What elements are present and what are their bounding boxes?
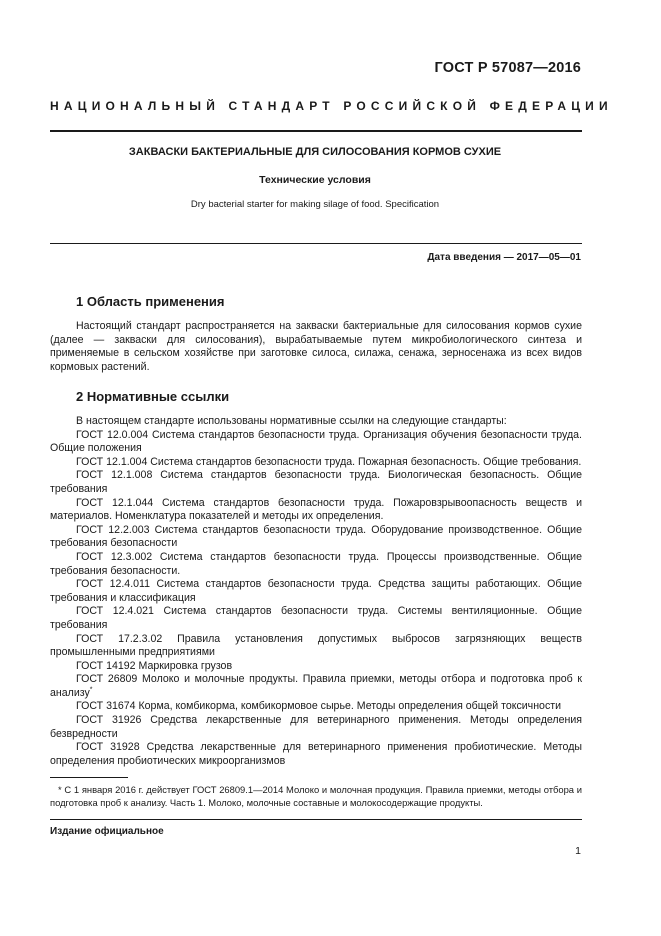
section-1-heading: 1 Область применения [76,294,225,309]
reference-item: ГОСТ 12.1.008 Система стандартов безопасности труда. Биологическая безопасность. Общие требования [50,469,582,495]
page-number: 1 [575,845,581,857]
title-divider [50,243,582,244]
reference-item: ГОСТ 12.1.044 Система стандартов безопасности труда. Пожаровзрывоопасность веществ и материалов. Номенклатура показателей и методы их определения. [50,496,582,523]
document-subtitle: Технические условия [259,174,371,186]
section-1-body [50,320,582,374]
reference-item: ГОСТ 12.4.021 Система стандартов безопасности труда. Системы вентиляционные. Общие требования [50,605,582,631]
document-title-english: Dry bacterial starter for making silage of food. Specification [190,199,440,210]
reference-text: ГОСТ 26809 Молоко и молочные продукты. Правила приемки, методы отбора и подготовка проб к анализу [50,673,582,699]
reference-item: ГОСТ 12.4.011 Система стандартов безопасности труда. Средства защиты работающих. Общие требования и классификация [50,578,582,604]
document-title: ЗАКВАСКИ БАКТЕРИАЛЬНЫЕ ДЛЯ СИЛОСОВАНИЯ КОРМОВ СУХИЕ [128,146,502,158]
footnote-divider [50,777,128,778]
header-divider [50,130,582,132]
reference-item: ГОСТ 12.1.004 Система стандартов безопасности труда. Пожарная безопасность. Общие требования. [76,455,582,468]
footnote [50,784,582,809]
national-standard-banner: НАЦИОНАЛЬНЫЙ СТАНДАРТ РОССИЙСКОЙ ФЕДЕРАЦИИ [50,99,613,113]
references-list [50,415,582,768]
section-1-paragraph: Настоящий стандарт распространяется на закваски бактериальные для силосования кормов сухие (далее — закваски для силосования), вырабатываемые путем микробиологического синтеза и применяемые в сельском хозяйстве при заготовке силоса, силажа, сенажа, зерносенажа из всех видов кормовых растений. [50,320,582,373]
reference-item: ГОСТ 17.2.3.02 Правила установления допустимых выбросов загрязняющих веществ промышленными предприятиями [50,632,582,659]
references-intro: В настоящем стандарте использованы нормативные ссылки на следующие стандарты: [76,415,507,427]
reference-item: ГОСТ 14192 Маркировка грузов [76,659,233,672]
reference-item: ГОСТ 31928 Средства лекарственные для ветеринарного применения пробиотические. Методы определения пробиотических микроорганизмов [50,741,582,767]
reference-item: ГОСТ 31674 Корма, комбикорма, комбикормовое сырье. Методы определения общей токсичности [76,700,562,713]
official-edition-label: Издание официальное [50,826,164,837]
section-2-heading: 2 Нормативные ссылки [76,389,230,404]
introduction-date: Дата введения — 2017—05—01 [427,252,581,263]
document-number: ГОСТ Р 57087—2016 [434,60,581,76]
reference-item: ГОСТ 12.3.002 Система стандартов безопасности труда. Процессы производственные. Общие требования безопасности. [50,550,582,577]
reference-item: ГОСТ 31926 Средства лекарственные для ветеринарного применения. Методы определения безвредности [50,714,582,740]
footer-divider [50,819,582,820]
reference-item: ГОСТ 12.0.004 Система стандартов безопасности труда. Организация обучения безопасности труда. Общие положения [50,428,582,455]
reference-item-footnoted [50,673,582,700]
reference-item: ГОСТ 12.2.003 Система стандартов безопасности труда. Оборудование производственное. Общие требования безопасности [50,523,582,550]
footnote-marker: * [89,686,93,694]
footnote-text: * С 1 января 2016 г. действует ГОСТ 26809.1—2014 Молоко и молочная продукция. Правила приемки, методы отбора и подготовка проб к анализу. Часть 1. Молоко, молочные составные и молокосодержащие продукты. [50,784,582,808]
